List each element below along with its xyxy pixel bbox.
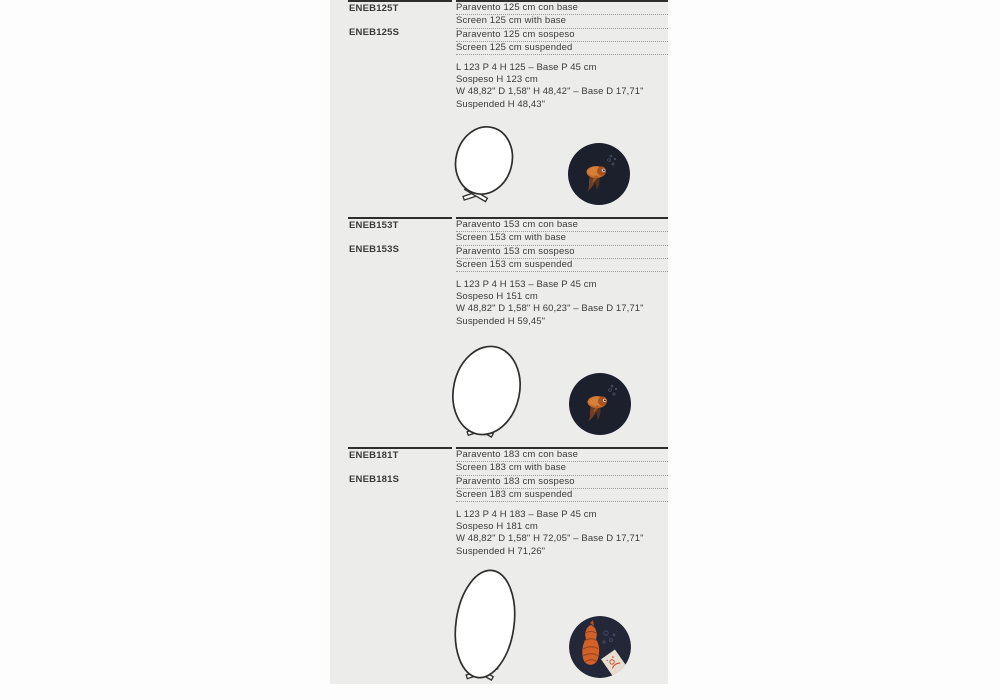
dimension-line: W 48,82" D 1,58" H 60,23" – Base D 17,71" <box>456 303 644 315</box>
fish-lantern-photo <box>569 616 631 678</box>
description-row: Paravento 153 cm sospeso <box>456 246 668 259</box>
dimension-line: Sospeso H 123 cm <box>456 74 538 86</box>
description-row: Paravento 125 cm sospeso <box>456 29 668 42</box>
dimension-line: Suspended H 71,26" <box>456 545 546 557</box>
dimension-line: W 48,82" D 1,58" H 72,05" – Base D 17,71" <box>456 533 644 545</box>
dimensions-block <box>456 279 668 328</box>
description-row: Screen 183 cm suspended <box>456 489 668 502</box>
product-code-base: ENEB181T <box>349 449 399 461</box>
dimension-line: Sospeso H 151 cm <box>456 291 538 303</box>
dimension-line: Suspended H 59,45" <box>456 315 546 327</box>
goldfish-photo <box>568 143 630 205</box>
product-figures-183 <box>448 565 668 685</box>
description-row: Screen 153 cm with base <box>456 232 668 245</box>
product-code-base: ENEB153T <box>349 219 399 231</box>
screen-sketch <box>449 566 521 681</box>
product-code-suspended: ENEB181S <box>349 474 400 486</box>
description-row: Screen 125 cm with base <box>456 15 668 28</box>
dimensions-block <box>456 509 668 558</box>
product-code-suspended: ENEB125S <box>349 27 400 39</box>
description-row: Paravento 183 cm sospeso <box>456 476 668 489</box>
description-row: Paravento 125 cm con base <box>456 2 668 15</box>
description-row: Paravento 153 cm con base <box>456 219 668 232</box>
screen-sketch <box>448 340 528 441</box>
description-row: Paravento 183 cm con base <box>456 449 668 462</box>
product-figures-153 <box>448 338 668 444</box>
product-figures-125 <box>448 122 668 214</box>
description-rows <box>456 219 668 272</box>
dimension-line: L 123 P 4 H 125 – Base P 45 cm <box>456 62 597 73</box>
description-row: Screen 153 cm suspended <box>456 259 668 272</box>
dimension-line: Sospeso H 181 cm <box>456 521 538 533</box>
dimensions-block <box>456 62 668 111</box>
dimension-line: Suspended H 48,43" <box>456 98 546 110</box>
description-row: Screen 183 cm with base <box>456 462 668 475</box>
description-rows <box>456 449 668 502</box>
spec-sheet-panel <box>330 0 668 684</box>
screen-sketch <box>448 122 520 201</box>
goldfish-photo <box>569 373 631 435</box>
product-code-base: ENEB125T <box>349 2 399 14</box>
dimension-line: L 123 P 4 H 153 – Base P 45 cm <box>456 279 597 290</box>
description-row: Screen 125 cm suspended <box>456 42 668 55</box>
description-rows <box>456 2 668 55</box>
product-code-suspended: ENEB153S <box>349 244 400 256</box>
dimension-line: W 48,82" D 1,58" H 48,42" – Base D 17,71" <box>456 86 644 98</box>
dimension-line: L 123 P 4 H 183 – Base P 45 cm <box>456 509 597 520</box>
